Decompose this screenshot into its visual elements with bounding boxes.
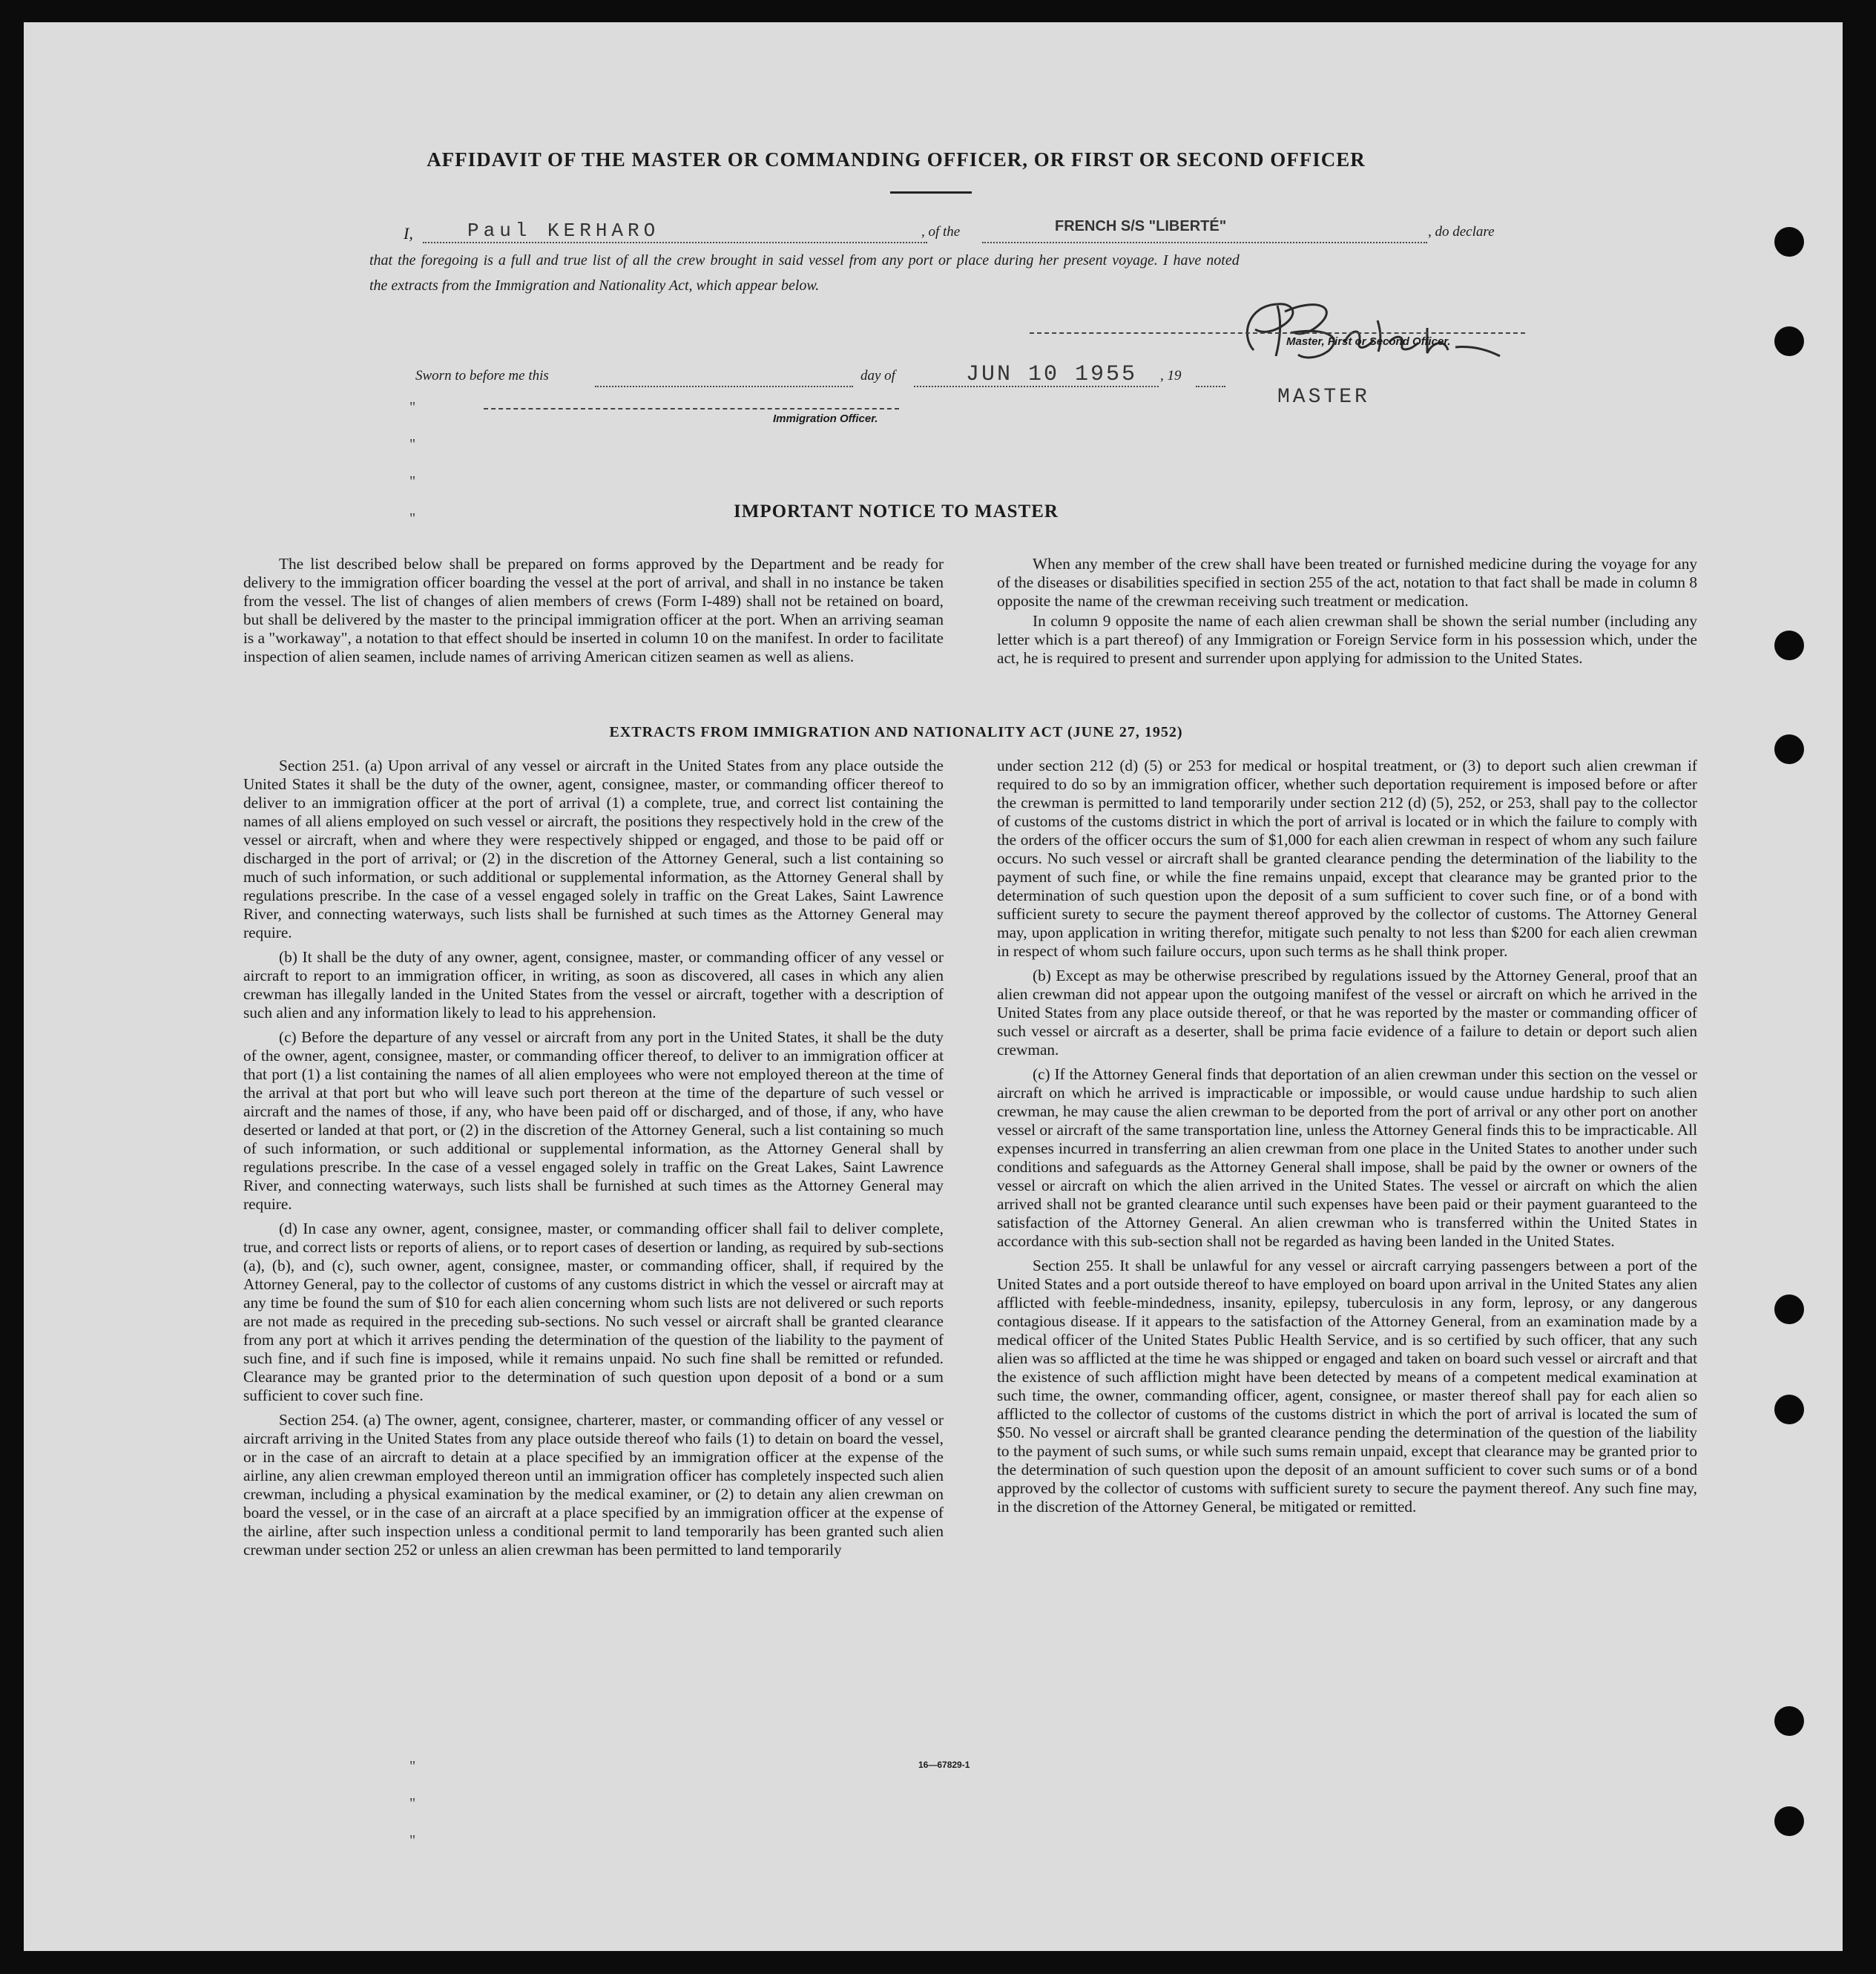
section-251-a: Section 251. (a) Upon arrival of any vessel or aircraft in the United States from any place outside the United States it shall be the duty of the owner, agent, consignee, master, or commanding officer thereof to deliver to an immigration officer at the port of arrival (1) a complete, true, and correct list containing the names of all aliens employed on such vessel or aircraft, the positions they respectively hold in the crew of the vessel or aircraft, when and where they were respectively shipped or engaged, and those to be paid off or discharged in the port of arrival; or (2) in the discretion of the Attorney General, such a list containing so much of such information, or such additional or supplemental information, as the Attorney General shall by regulations prescribe. In the case of a vessel engaged solely in traffic on the Great Lakes, Saint Lawrence River, and connecting waterways, such lists shall be furnished at such times as the Attorney General may require. [243,757,944,941]
master-signature [1233,291,1515,372]
signature-caption: Master, First or Second Officer. [1286,335,1451,348]
officer-name: Paul KERHARO [467,220,660,242]
form-number: 16—67829-1 [918,1760,970,1770]
declaration-line-1: that the foregoing is a full and true list of all the crew brought in said vessel from any port or place during her present voyage. I have noted [369,252,1240,269]
section-254-c: (c) If the Attorney General finds that deportation of an alien crewman under this section on the vessel or aircraft on which he arrived is impracticable or impossible, or would cause undue hardship to such alien crewman, he may cause the alien crewman to be deported from the port of arrival or any other port on another vessel or aircraft of the same transportation line, unless the Attorney General finds this to be impracticable. All expenses incurred in transferring an alien crewman from one place in the United States to another under such conditions and safeguards as the Attorney General shall impose, shall be paid by the owner or owners of the vessel or aircraft on which the alien arrived in the United States. The vessel or aircraft on which the alien arrived shall not be granted clearance until such expenses have been paid or their payment guaranteed to the satisfaction of the Attorney General. An alien crewman who is transferred within the United States in accordance with this sub-section shall not be regarded as having been landed in the United States. [997,1065,1697,1250]
immigration-officer-line [484,408,899,409]
i-label: I, [404,224,413,243]
declare-label: , do declare [1428,224,1495,240]
notice-title: IMPORTANT NOTICE TO MASTER [734,501,1059,522]
sworn-label: Sworn to before me this [415,368,549,384]
section-254-a-continued: under section 212 (d) (5) or 253 for medical or hospital treatment, or (3) to deport such alien crewman if required to do so by an immigration officer, whether such deportation requirement is imposed before or after the crewman is permitted to land temporarily under section 212 (d) (5), 252, or 253, shall pay to the collector of customs of the customs district in which the port of arrival is located or in which the failure to comply with the orders of the officer occurs the sum of $1,000 for each alien crewman in respect of whom any such failure occurs. No such vessel or aircraft shall be granted clearance pending the determination of the liability to the payment of such fine, or while the fine remains unpaid, except that clearance may be granted prior to the determination of such question upon the deposit of a sum sufficient to cover such fine, or of a bond with sufficient surety to secure the payment thereof approved by the collector of customs. The Attorney General may, upon application in writing therefor, mitigate such penalty to not less than $200 for each alien crewman in respect of whom such failure occurs, upon such terms as he shall think proper. [997,757,1697,960]
immigration-officer-label: Immigration Officer. [773,412,878,425]
binder-hole [1774,1395,1804,1424]
binder-hole [1774,326,1804,356]
notice-right-column [997,555,1697,674]
extracts-right-column [997,757,1697,1522]
binder-hole [1774,1706,1804,1736]
binder-hole [1774,631,1804,660]
section-254-a: Section 254. (a) The owner, agent, consignee, charterer, master, or commanding officer of any vessel or aircraft arriving in the United States from any place outside thereof who fails (1) to detain on board the vessel, or in the case of an aircraft to detain at a place specified by an immigration officer at the expense of the airline, any alien crewman employed thereon until an immigration officer has completely inspected such alien crewman, including a physical examination by the medical examiner, or (2) to detain any alien crewman on board the vessel, or in the case of an aircraft at a place specified by an immigration officer at the expense of the airline, after such inspection unless a conditional permit to land temporarily has been granted such alien crewman under section 252 or unless an alien crewman has been permitted to land temporarily [243,1411,944,1559]
section-251-c: (c) Before the departure of any vessel or aircraft from any port in the United States, it shall be the duty of the owner, agent, consignee, master, or commanding officer thereof, to deliver to an immigration officer at that port (1) a list containing the names of all alien employees who were not employed thereon at the time of the arrival at that port but who will leave such port thereon at the time of the departure of such vessel or aircraft and the names of those, if any, who have been paid off or discharged, and of those, if any, who have deserted or landed at that port, or (2) in the discretion of the Attorney General, such a list containing so much of such information, or such additional or supplemental information, as the Attorney General shall by regulations prescribe. In the case of a vessel engaged solely in traffic on the Great Lakes, Saint Lawrence River, and connecting waterways, such lists shall be furnished at such times as the Attorney General may require. [243,1028,944,1213]
vessel-line [982,242,1427,243]
sworn-day-line [595,386,853,387]
year-label: , 19 [1160,368,1182,384]
officer-name-line [423,242,927,243]
extracts-title: EXTRACTS FROM IMMIGRATION AND NATIONALITY ACT (JUNE 27, 1952) [609,724,1183,740]
notice-left-column [243,555,944,672]
affidavit-title: AFFIDAVIT OF THE MASTER OR COMMANDING OFFICER, OR FIRST OR SECOND OFFICER [427,148,1366,171]
year-line [1196,386,1225,387]
declaration-line-2: the extracts from the Immigration and Nationality Act, which appear below. [369,277,820,294]
ditto-mark: " [409,510,416,527]
master-stamp: MASTER [1277,386,1370,409]
section-255: Section 255. It shall be unlawful for any vessel or aircraft carrying passengers between a port of the United States and a port outside thereof to have employed on board upon arrival in the United States any alien afflicted with feeble-mindedness, insanity, epilepsy, tuberculosis in any form, leprosy, or any dangerous contagious disease. If it appears to the satisfaction of the Attorney General, from an examination made by a medical officer of the United States Public Health Service, and is so certified by such officer, that any such alien was so afflicted at the time he was shipped or engaged and taken on board such vessel or aircraft and that the existence of such affliction might have been detected by means of a competent medical examination at such time, the owner, commanding officer, agent, consignee, or master thereof shall pay for each alien so afflicted to the collector of customs of the customs district in which the port of arrival is located the sum of $50. No vessel or aircraft shall be granted clearance pending the determination of the question of the liability to the payment of such sums, or while such sums remain unpaid, except that clearance may be granted prior to the determination of such question upon the deposit of an amount sufficient to cover such sums or of a bond approved by the collector of customs with sufficient surety to secure the payment thereof. Any such fine may, in the discretion of the Attorney General, be mitigated or remitted. [997,1257,1697,1516]
binder-hole [1774,1294,1804,1324]
of-the-label: , of the [921,224,961,240]
signature-line [1030,332,1525,334]
day-of-label: day of [860,368,895,384]
vessel-name: FRENCH S/S "LIBERTÉ" [1055,218,1227,234]
ditto-mark: " [409,1795,416,1812]
notice-left-paragraph: The list described below shall be prepared on forms approved by the Department and be ready for delivery to the immigration officer boarding the vessel at the port of arrival, and shall in no instance be taken from the vessel. The list of changes of alien members of crews (Form I-489) shall not be retained on board, but shall be delivered by the master to the principal immigration officer at the port. When an arriving seaman is a "workaway", a notation to that effect should be inserted in column 10 on the manifest. In order to facilitate inspection of alien seamen, include names of arriving American citizen seamen as well as aliens. [243,555,944,665]
notice-right-paragraph-2: In column 9 opposite the name of each alien crewman shall be shown the serial number (including any letter which is a part thereof) of any Immigration or Foreign Service form in his possession which, under the act, he is required to present and surrender upon applying for admission to the United States. [997,612,1697,667]
extracts-left-column [243,757,944,1565]
document-page [24,22,1843,1951]
ditto-mark: " [409,1758,416,1774]
binder-hole [1774,227,1804,257]
notice-right-paragraph-1: When any member of the crew shall have been treated or furnished medicine during the voyage for any of the diseases or disabilities specified in section 255 of the act, notation to that fact shall be made in column 8 opposite the name of the crewman receiving such treatment or medication. [997,555,1697,610]
title-rule [890,191,972,194]
ditto-mark: " [409,399,416,415]
section-251-b: (b) It shall be the duty of any owner, agent, consignee, master, or commanding officer of any vessel or aircraft to report to an immigration officer, in writing, as soon as discovered, all cases in which any alien crewman has illegally landed in the United States from the vessel or aircraft, together with a description of such alien and any information likely to lead to his apprehension. [243,948,944,1021]
ditto-mark: " [409,436,416,453]
ditto-mark: " [409,1832,416,1849]
date-stamp: JUN 10 1955 [966,362,1138,387]
section-254-b: (b) Except as may be otherwise prescribed by regulations issued by the Attorney General, proof that an alien crewman did not appear upon the outgoing manifest of the vessel or aircraft on which he arrived in the United States from any place outside thereof, or that he was reported by the master or commanding officer of such vessel or aircraft as a deserter, shall be prima facie evidence of a failure to detain or deport such alien crewman. [997,967,1697,1059]
ditto-mark: " [409,473,416,490]
binder-hole [1774,1806,1804,1836]
section-251-d: (d) In case any owner, agent, consignee, master, or commanding officer shall fail to deliver complete, true, and correct lists or reports of aliens, or to report cases of desertion or landing, as required by sub-sections (a), (b), and (c), such owner, agent, consignee, master, or commanding officer, shall, if required by the Attorney General, pay to the collector of customs of any customs district in which the vessel or aircraft may at any time be found the sum of $10 for each alien concerning whom such lists are not delivered or such reports are not made as required in the preceding sub-sections. No such vessel or aircraft shall be granted clearance from any port at which it arrives pending the determination of the question of the liability to the payment of such fine, and if such fine is imposed, while it remains unpaid. No such fine shall be remitted or refunded. Clearance may be granted prior to the determination of such question upon deposit of a bond or a sum sufficient to cover such fine. [243,1220,944,1404]
